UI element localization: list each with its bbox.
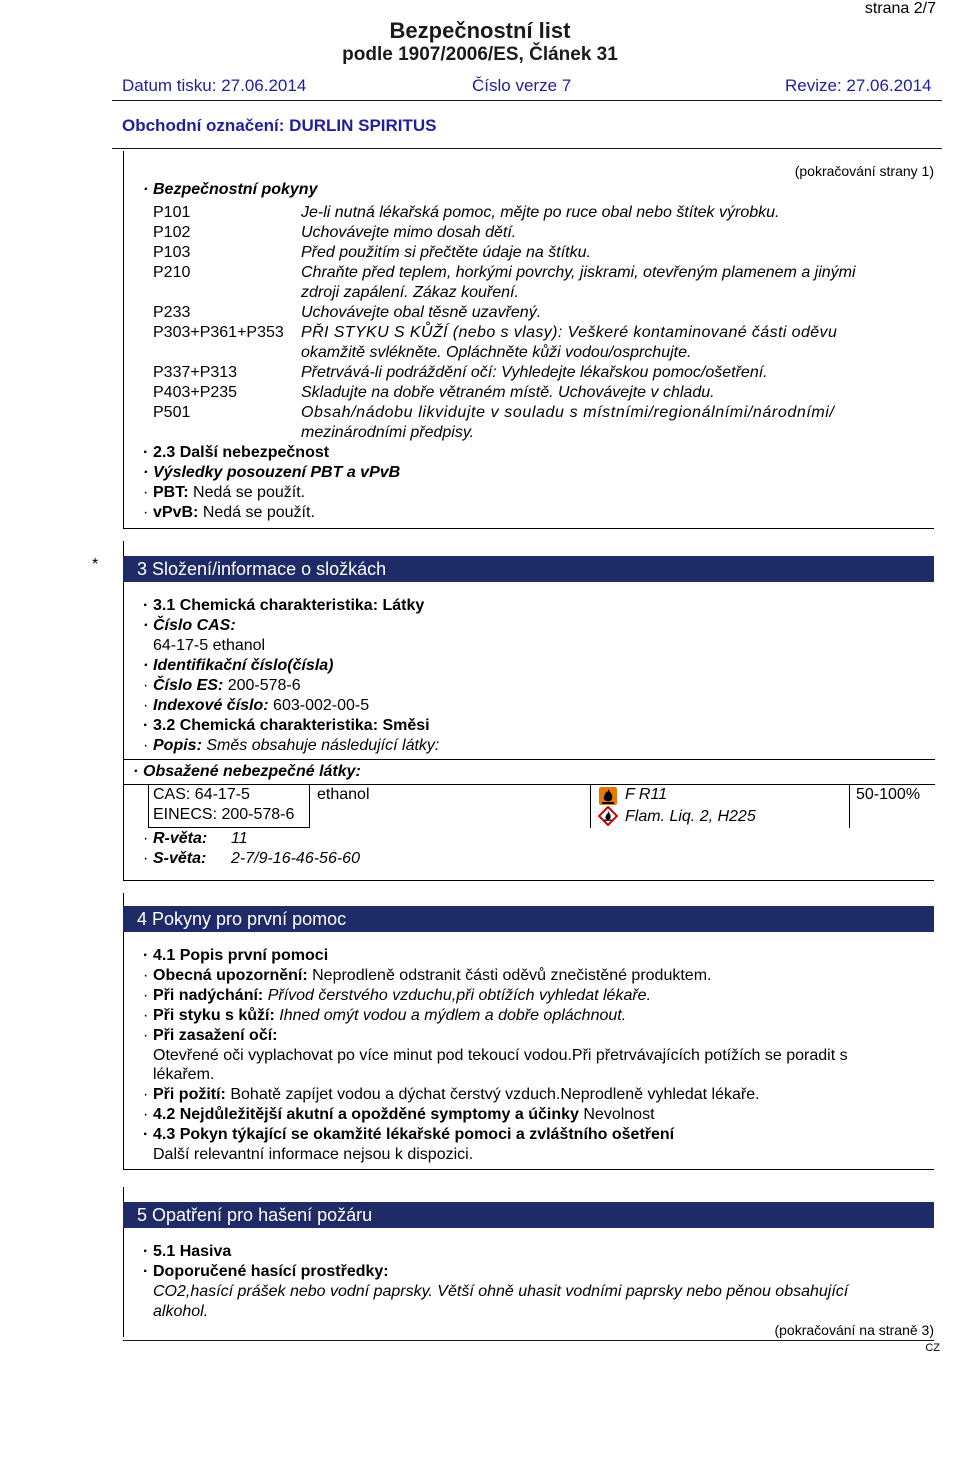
general-line: · Obecná upozornění: Neprodleně odstranit části oděvů znečistěné produktem. [143, 967, 712, 984]
section-5-header: 5 Opatření pro hašení požáru [123, 1202, 934, 1228]
ghs-flammable-icon [598, 806, 618, 826]
p-text: Skladujte na dobře větraném místě. Uchovávejte v chladu. [301, 384, 715, 401]
trade-name: Obchodní označení: DURLIN SPIRITUS [122, 116, 437, 135]
p-code: P403+P235 [153, 384, 238, 401]
box-bottom-border [123, 528, 934, 529]
eye-value-continued: lékařem. [153, 1066, 215, 1083]
col-divider [849, 784, 850, 828]
eye-label: · Při zasažení očí: [143, 1027, 278, 1044]
classification-2: Flam. Liq. 2, H225 [625, 808, 756, 825]
header-divider-2 [112, 148, 942, 149]
r-phrase-value: 11 [231, 830, 248, 847]
concentration: 50-100% [856, 786, 921, 803]
p-code: P501 [153, 404, 191, 421]
flame-icon [599, 787, 617, 805]
cas-cell-text: CAS: 64-17-5 [153, 786, 250, 803]
version-number: Číslo verze 7 [472, 76, 572, 95]
s42-line: · 4.2 Nejdůležitější akutní a opožděné symptomy a účinky Nevolnost [143, 1106, 655, 1123]
box-left-border [123, 541, 124, 881]
document-title: Bezpečnostní list [389, 18, 571, 43]
revision-date: Revize: 27.06.2014 [785, 76, 932, 95]
continuation-footer: (pokračování na straně 3) [774, 1322, 934, 1338]
box-bottom-border [123, 880, 934, 881]
s41-heading: · 4.1 Popis první pomoci [143, 947, 329, 964]
safety-heading: · Bezpečnostní pokyny [143, 181, 318, 198]
eye-value: Otevřené oči vyplachovat po více minut pod tekoucí vodou.Při přetrvávajících potížích se poradit s [153, 1047, 848, 1064]
s43-heading: · 4.3 Pokyn týkající se okamžité lékařské pomoci a zvláštního ošetření [143, 1126, 675, 1143]
col-divider [590, 784, 591, 828]
table-top-border [123, 759, 935, 760]
other-hazards-heading: · 2.3 Další nebezpečnost [143, 444, 330, 461]
p-text-continued: mezinárodními předpisy. [301, 424, 475, 441]
s51-heading: · 5.1 Hasiva [143, 1243, 232, 1260]
box-left-border [123, 151, 124, 529]
language-code: CZ [925, 1342, 940, 1354]
p-code: P102 [153, 224, 191, 241]
p-code: P101 [153, 204, 191, 221]
id-label: · Identifikační číslo(čísla) [143, 657, 334, 674]
p-text: PŘI STYKU S KŮŽÍ (nebo s vlasy): Veškeré kontaminované části oděvu [301, 324, 838, 341]
cas-value: 64-17-5 ethanol [153, 637, 266, 654]
p-text: Přetrvává-li podráždění očí: Vyhledejte lékařskou pomoc/ošetření. [301, 364, 768, 381]
p-text-continued: zdroji zapálení. Zákaz kouření. [301, 284, 519, 301]
revision-marker: * [92, 556, 99, 573]
box-left-border [123, 893, 124, 1170]
p-text-continued: okamžitě svlékněte. Opláchněte kůži vodou/osprchujte. [301, 344, 692, 361]
pbt-heading: · Výsledky posouzení PBT a vPvB [143, 464, 401, 481]
p-text: Před použitím si přečtěte údaje na štítku. [301, 244, 591, 261]
footer-divider [123, 1340, 934, 1341]
s43-value: Další relevantní informace nejsou k dispozici. [153, 1146, 474, 1163]
einecs-cell-text: EINECS: 200-578-6 [153, 806, 295, 823]
recommended-value-continued: alkohol. [153, 1303, 209, 1320]
p-code: P210 [153, 264, 191, 281]
s-phrase-line: · S-věta: [143, 850, 207, 867]
p-text: Uchovávejte mimo dosah dětí. [301, 224, 517, 241]
classification-1: F R11 [625, 786, 668, 803]
recommended-label: · Doporučené hasící prostředky: [143, 1263, 389, 1280]
print-date: Datum tisku: 27.06.2014 [122, 76, 307, 95]
r-phrase-line: · R-věta: [143, 830, 208, 847]
es-line: · Číslo ES: 200-578-6 [143, 677, 301, 694]
index-line: · Indexové číslo: 603-002-00-5 [143, 697, 370, 714]
skin-line: · Při styku s kůží: Ihned omýt vodou a mýdlem a dobře opláchnout. [143, 1007, 627, 1024]
p-code: P103 [153, 244, 191, 261]
substance-name: ethanol [317, 786, 370, 803]
p-code: P233 [153, 304, 191, 321]
document-subtitle: podle 1907/2006/ES, Článek 31 [342, 44, 618, 65]
s-phrase-value: 2-7/9-16-46-56-60 [231, 850, 360, 867]
cas-label: · Číslo CAS: [143, 617, 236, 634]
p-code: P337+P313 [153, 364, 238, 381]
page-number: strana 2/7 [864, 0, 936, 17]
p-code: P303+P361+P353 [153, 324, 284, 341]
continuation-note: (pokračování strany 1) [794, 163, 934, 179]
s31-heading: · 3.1 Chemická charakteristika: Látky [143, 597, 425, 614]
ingestion-line: · Při požití: Bohatě zapíjet vodou a dýchat čerstvý vzduch.Neprodleně vyhledat lékaře. [143, 1086, 760, 1103]
inhalation-line: · Při nadýchání: Přívod čerstvého vzduchu,při obtížích vyhledat lékaře. [143, 987, 652, 1004]
vpvb-line: · vPvB: Nedá se použít. [143, 504, 315, 521]
popis-line: · Popis: Směs obsahuje následující látky: [143, 737, 440, 754]
section-3-header: 3 Složení/informace o složkách [123, 556, 934, 582]
p-text: Uchovávejte obal těsně uzavřený. [301, 304, 542, 321]
section-4-header: 4 Pokyny pro první pomoc [123, 906, 934, 932]
pbt-line: · PBT: Nedá se použít. [143, 484, 306, 501]
s32-heading: · 3.2 Chemická charakteristika: Směsi [143, 717, 430, 734]
hazard-table-heading: · Obsažené nebezpečné látky: [133, 763, 361, 780]
p-text: Chraňte před teplem, horkými povrchy, jiskrami, otevřeným plamenem a jinými [301, 264, 856, 281]
header-divider [112, 100, 942, 101]
p-text: Je-li nutná lékařská pomoc, mějte po ruce obal nebo štítek výrobku. [301, 204, 780, 221]
p-text: Obsah/nádobu likvidujte v souladu s místními/regionálními/národními/ [301, 404, 835, 421]
recommended-value: CO2,hasící prášek nebo vodní paprsky. Větší ohně uhasit vodními paprsky nebo pěnou obsahující [153, 1283, 849, 1300]
box-bottom-border [123, 1169, 934, 1170]
